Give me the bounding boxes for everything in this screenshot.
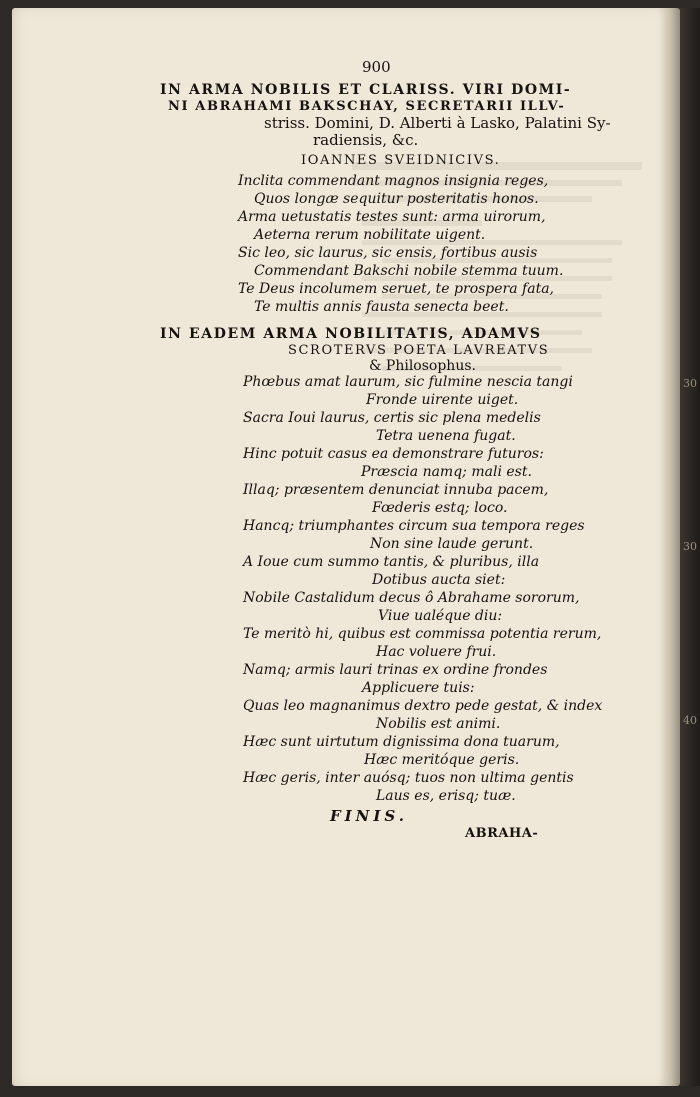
poem2-line-10: Non sine laude gerunt. [370,536,534,552]
poem1-line-8: Te multis annis fausta senecta beet. [254,299,509,315]
poem2-line-21: Hæc sunt uirtutum dignissima dona tuarum, [243,734,560,750]
heading-line-4: radiensis, &c. [313,131,419,149]
author-name: IOANNES SVEIDNICIVS. [301,153,501,168]
poem2-line-23: Hæc geris, inter auósq; tuos non ultima gentis [243,770,574,786]
poem2-line-8: Fœderis estq; loco. [372,500,508,516]
poem2-line-7: Illaq; præsentem denunciat innuba pacem, [243,482,549,498]
margin-number-2: 30 [683,540,697,553]
poem2-line-2: Fronde uirente uiget. [366,392,519,408]
poem2-line-19: Quas leo magnanimus dextro pede gestat, & index [243,698,603,714]
poem2-line-15: Te meritò hi, quibus est commissa potentia rerum, [243,626,602,642]
poem2-line-14: Viue ualéque diu: [378,608,503,624]
heading2-line-1: IN EADEM ARMA NOBILITATIS, ADAMVS [160,326,542,342]
book-page [12,8,680,1086]
heading-line-2: NI ABRAHAMI BAKSCHAY, SECRETARII ILLV- [168,99,566,114]
poem1-line-6: Commendant Bakschi nobile stemma tuum. [254,263,564,279]
poem2-line-17: Namq; armis lauri trinas ex ordine frondes [243,662,548,678]
poem2-line-20: Nobilis est animi. [376,716,501,732]
poem1-line-3: Arma uetustatis testes sunt: arma uirorum, [238,209,546,225]
heading-line-3: striss. Domini, D. Alberti à Lasko, Palatini Sy- [264,114,611,132]
poem2-line-5: Hinc potuit casus ea demonstrare futuros: [243,446,544,462]
margin-number-1: 30 [683,377,697,390]
poem2-line-1: Phœbus amat laurum, sic fulmine nescia tangi [243,374,573,390]
page-number: 900 [362,58,391,76]
poem2-line-16: Hac voluere frui. [376,644,497,660]
poem2-line-22: Hæc meritóque geris. [364,752,520,768]
heading2-line-2: SCROTERVS POETA LAVREATVS [288,343,550,358]
finis-label: FINIS. [330,807,408,825]
poem2-line-4: Tetra uenena fugat. [376,428,516,444]
margin-number-3: 40 [683,714,697,727]
poem2-line-6: Præscia namq; mali est. [361,464,532,480]
poem1-line-2: Quos longæ sequitur posteritatis honos. [254,191,539,207]
poem2-line-12: Dotibus aucta siet: [372,572,506,588]
page-spine-shadow [658,8,680,1086]
poem2-line-9: Hancq; triumphantes circum sua tempora reges [243,518,585,534]
poem2-line-24: Laus es, erisq; tuæ. [376,788,516,804]
poem1-line-4: Aeterna rerum nobilitate uigent. [254,227,486,243]
heading-line-1: IN ARMA NOBILIS ET CLARISS. VIRI DOMI- [160,82,572,98]
poem2-line-11: A Ioue cum summo tantis, & pluribus, illa [243,554,540,570]
catchword: ABRAHA- [465,826,539,841]
poem1-line-1: Inclita commendant magnos insignia reges, [238,173,549,189]
poem2-line-13: Nobile Castalidum decus ô Abrahame sororum, [243,590,580,606]
poem2-line-3: Sacra Ioui laurus, certis sic plena medelis [243,410,541,426]
poem1-line-5: Sic leo, sic laurus, sic ensis, fortibus ausis [238,245,538,261]
poem2-line-18: Applicuere tuis: [362,680,475,696]
heading2-line-3: & Philosophus. [369,358,476,374]
poem1-line-7: Te Deus incolumem seruet, te prospera fata, [238,281,554,297]
